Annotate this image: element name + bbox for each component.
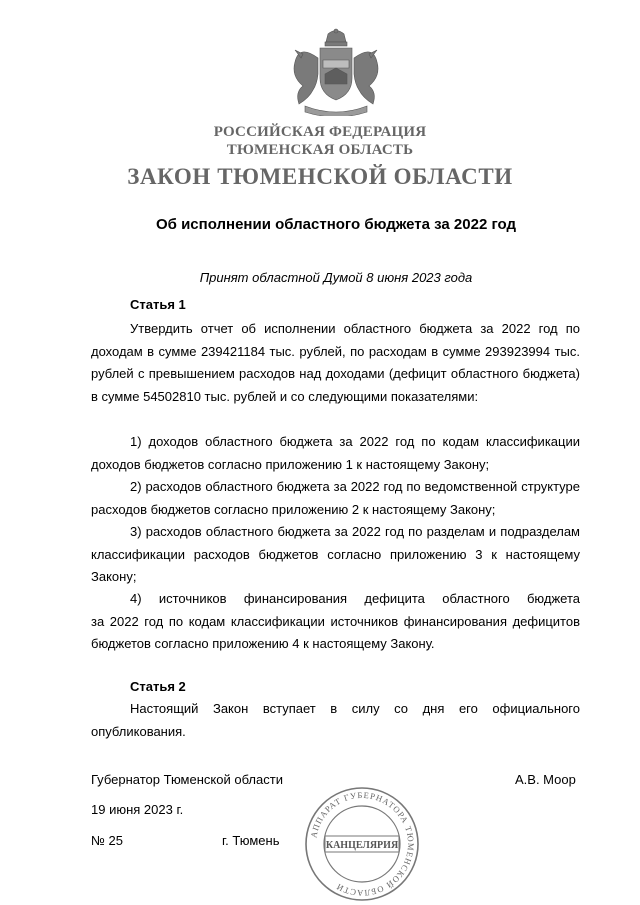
article-1-item-4-line-1: 4) источников финансирования дефицита областного бюджета	[130, 591, 580, 606]
governor-title: Губернатор Тюменской области	[91, 772, 283, 787]
article-1-text: Утвердить отчет об исполнении областного бюджета за 2022 год по доходам в сумме 239421184 тыс. рублей, по расходам в сумме 293923994 тыс. рублей с превышением расходов над доходами (дефицит областного бюджета) в сумме 54502810 тыс. рублей и со следующими показателями:	[91, 321, 580, 404]
signing-city: г. Тюмень	[222, 833, 280, 848]
article-1-item-3: 3) расходов областного бюджета за 2022 год по разделам и подразделам классификации расходов бюджетов согласно приложению 3 к настоящему Закону;	[91, 524, 580, 584]
stamp-center-text: КАНЦЕЛЯРИЯ	[325, 840, 399, 851]
law-number: № 25	[91, 833, 124, 848]
coat-of-arms-icon	[287, 28, 385, 116]
article-1-item-4	[91, 588, 580, 656]
region-heading: ТЮМЕНСКАЯ ОБЛАСТЬ	[226, 142, 414, 158]
document-title: Об исполнении областного бюджета за 2022 год	[155, 216, 516, 233]
governor-name: А.В. Моор	[515, 772, 576, 787]
article-1-item-4-continuation: за 2022 год по кодам классификации источников финансирования дефицитов бюджетов согласно приложению 4 к настоящему Закону.	[91, 613, 580, 651]
article-1-item-2: 2) расходов областного бюджета за 2022 год по ведомственной структуре расходов бюджетов согласно приложению 2 к настоящему Закону;	[91, 479, 580, 517]
stamp-ring-text: АППАРАТ ГУБЕРНАТОРА ТЮМЕНСКОЙ ОБЛАСТИ	[308, 789, 417, 899]
chancellery-stamp-icon	[303, 785, 421, 903]
federation-heading: РОССИЙСКАЯ ФЕДЕРАЦИЯ	[213, 124, 427, 140]
signing-date: 19 июня 2023 г.	[91, 802, 184, 817]
article-2-heading: Статья 2	[130, 679, 186, 694]
adoption-note: Принят областной Думой 8 июня 2023 года	[199, 270, 473, 285]
article-2-text: Настоящий Закон вступает в силу со дня его официального опубликования.	[91, 701, 580, 739]
law-type-heading: ЗАКОН ТЮМЕНСКОЙ ОБЛАСТИ	[127, 164, 513, 189]
article-1-item-1: 1) доходов областного бюджета за 2022 год по кодам классификации доходов бюджетов согласно приложению 1 к настоящему Закону;	[91, 434, 580, 472]
article-1-heading: Статья 1	[130, 297, 186, 312]
